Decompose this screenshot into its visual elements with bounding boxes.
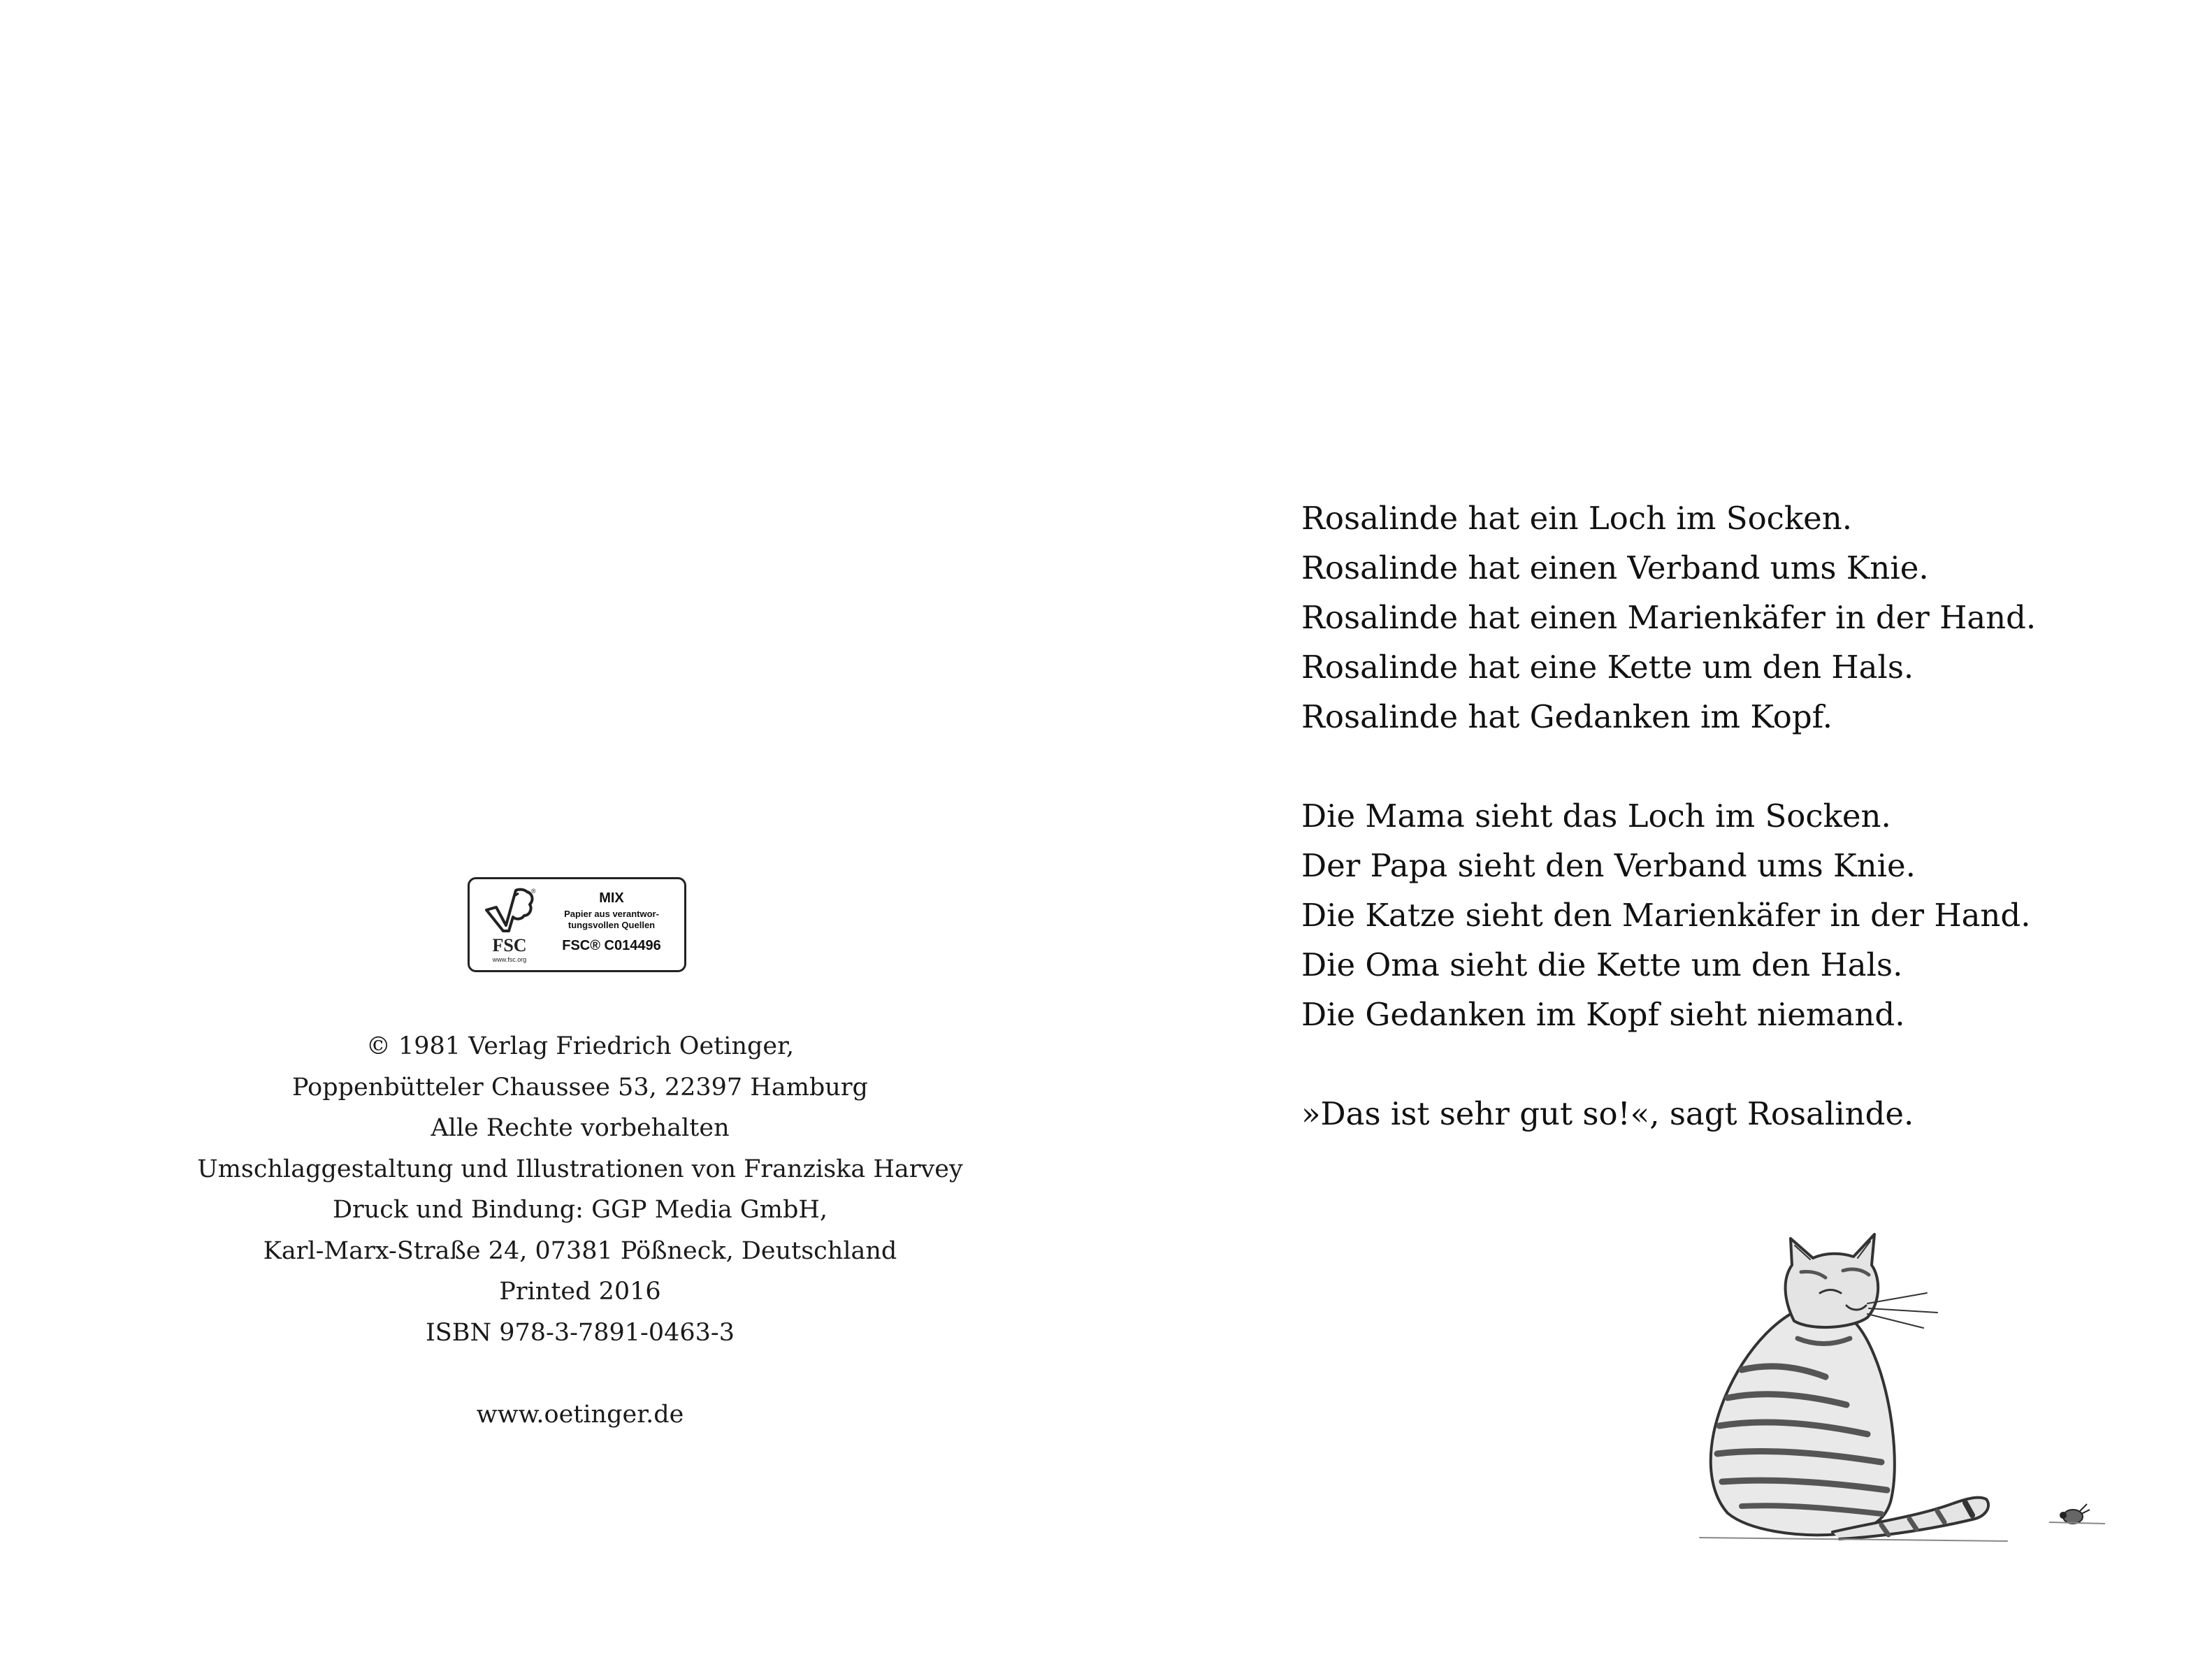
svg-text:®: ® <box>531 888 536 895</box>
imprint-address: Poppenbütteler Chaussee 53, 22397 Hamburg <box>292 1073 868 1101</box>
poem-line: Die Katze sieht den Marienkäfer in der Hand. <box>1301 897 2031 934</box>
poem-line: Rosalinde hat Gedanken im Kopf. <box>1301 698 1833 735</box>
imprint-isbn: ISBN 978-3-7891-0463-3 <box>425 1318 735 1347</box>
poem-line: Die Mama sieht das Loch im Socken. <box>1301 797 1891 835</box>
fsc-certification-badge <box>468 877 686 972</box>
publisher-website: www.oetinger.de <box>476 1401 684 1429</box>
ladybug-icon <box>2049 1504 2105 1524</box>
poem-closing-line: »Das ist sehr gut so!«, sagt Rosalinde. <box>1301 1095 1914 1132</box>
poem-line: Rosalinde hat einen Marienkäfer in der Hand. <box>1301 599 2037 636</box>
imprint-printer: Druck und Bindung: GGP Media GmbH, <box>332 1196 828 1224</box>
fsc-description-line: Papier aus verantwor- <box>564 909 659 919</box>
imprint-copyright: © 1981 Verlag Friedrich Oetinger, <box>366 1032 795 1060</box>
fsc-description <box>545 909 678 931</box>
poem-line: Die Oma sieht die Kette um den Hals. <box>1301 946 1903 983</box>
fsc-tree-logo-icon <box>482 886 537 965</box>
poem-line: Rosalinde hat ein Loch im Socken. <box>1301 500 1853 537</box>
fsc-description-line: tungsvollen Quellen <box>568 920 656 930</box>
poem-line: Die Gedanken im Kopf sieht niemand. <box>1301 996 1905 1033</box>
fsc-mix-label: MIX <box>599 890 624 906</box>
imprint-printed-year: Printed 2016 <box>499 1278 661 1306</box>
poem-text <box>1301 493 2140 1139</box>
poem-line: Rosalinde hat eine Kette um den Hals. <box>1301 649 1914 686</box>
fsc-label-text <box>545 890 678 953</box>
cat-icon <box>1700 1234 2007 1541</box>
fsc-logo-text: FSC <box>492 935 527 955</box>
poem-line: Der Papa sieht den Verband ums Knie. <box>1301 847 1916 884</box>
cat-illustration <box>1658 1188 2154 1545</box>
fsc-checkmark-tree-icon <box>482 886 537 937</box>
fsc-logo-url: www.fsc.org <box>492 956 527 963</box>
imprint-rights: Alle Rechte vorbehalten <box>431 1114 730 1142</box>
poem-line: Rosalinde hat einen Verband ums Knie. <box>1301 549 1929 586</box>
imprint-printer-address: Karl-Marx-Straße 24, 07381 Pößneck, Deutschland <box>263 1236 897 1265</box>
right-page <box>1106 0 2212 1676</box>
fsc-license-code: FSC® C014496 <box>562 938 661 953</box>
imprint-design-credit: Umschlaggestaltung und Illustrationen von Franziska Harvey <box>197 1155 963 1183</box>
imprint-block <box>140 1026 1020 1353</box>
poem-stanza-2 <box>1301 791 2140 1039</box>
poem-stanza-1 <box>1301 493 2140 742</box>
